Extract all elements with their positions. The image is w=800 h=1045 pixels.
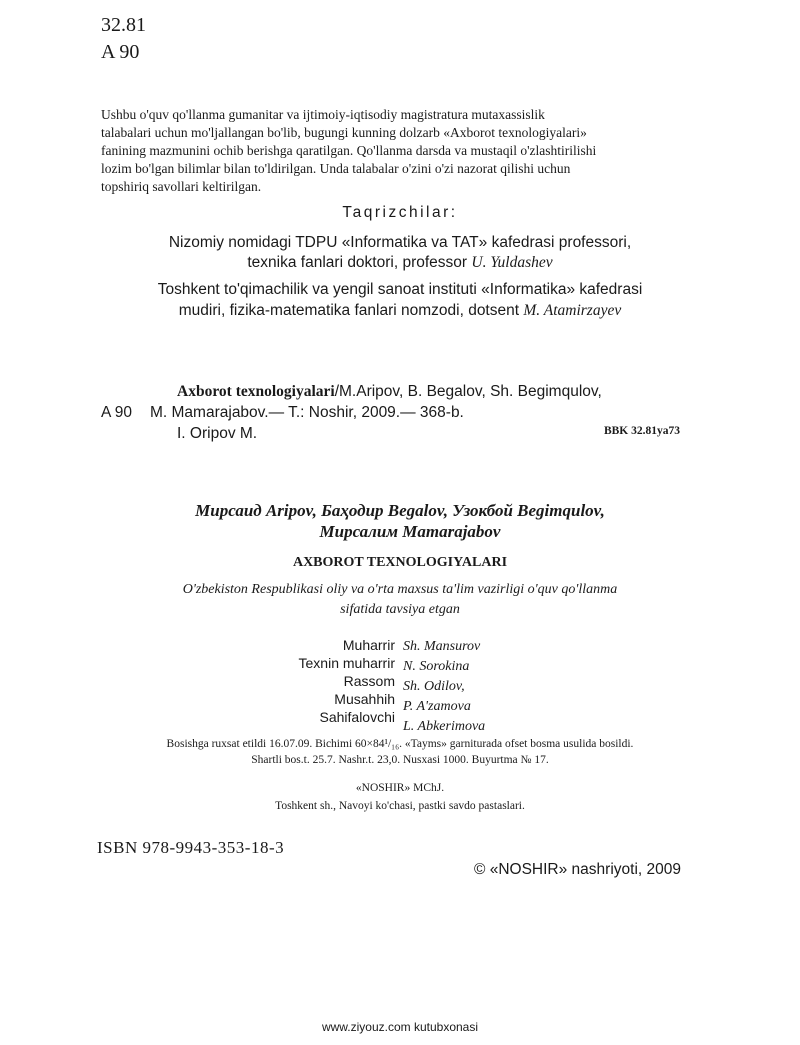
approval-line-1: O'zbekiston Respublikasi oliy va o'rta maxsus ta'lim vazirligi o'quv qo'llanma (182, 582, 618, 597)
catalog-bbk: BBK 32.81ya73 (603, 425, 680, 437)
reviewer-1-name: U. Yuldashev (471, 254, 553, 271)
staff-name: N. Sorokina (403, 659, 470, 674)
staff-role: Sahifalovchi (319, 709, 395, 725)
reviewer-2-line-2 (0, 300, 800, 321)
copyright: © «NOSHIR» nashriyoti, 2009 (474, 861, 681, 878)
staff-name: Sh. Mansurov (403, 639, 481, 654)
staff-role: Muharrir (342, 637, 395, 653)
reviewer-1-line-1: Nizomiy nomidagi TDPU «Informatika va TAT» kafedrasi professori, (168, 234, 632, 251)
reviewer-2-name: M. Atamirzayev (523, 302, 622, 319)
reviewer-2-line-1: Toshkent to'qimachilik va yengil sanoat instituti «Informatika» kafedrasi (157, 281, 643, 298)
author-mark: A 90 (101, 41, 140, 63)
staff-name: Sh. Odilov, (403, 679, 465, 694)
imprint-address: Toshkent sh., Navoyi ko'chasi, pastki savdo pastaslari. (275, 800, 525, 812)
reviewer-1-line-2 (0, 252, 800, 273)
catalog-mark: A 90 (101, 404, 133, 421)
annotation-paragraph (101, 106, 686, 196)
staff-roles (0, 636, 395, 726)
book-title: AXBOROT TEXNOLOGIYALARI (292, 555, 508, 570)
catalog-line-2: M. Mamarajabov.— T.: Noshir, 2009.— 368-b. (150, 404, 464, 421)
imprint-publisher: «NOSHIR» MChJ. (355, 782, 445, 794)
authors-line-1: Мирсаид Aripov, Баҳодир Begalov, Узокбой Begimqulov, (195, 501, 605, 520)
footer-watermark: www.ziyouz.com kutubxonasi (321, 1020, 479, 1034)
imprint-line-2: Shartli bos.t. 25.7. Nashr.t. 23,0. Nusxasi 1000. Buyurtma № 17. (251, 754, 549, 766)
annotation-line: topshiriq savollari keltirilgan. (101, 179, 262, 194)
annotation-line: fanining mazmunini ochib berishga qaratilgan. Qo'llanma darsda va mustaqil o'zlashtirilishi (101, 143, 597, 158)
reviewers-heading: Taqrizchilar: (342, 204, 458, 221)
staff-name: L. Abkerimova (403, 719, 486, 734)
bbk-code: 32.81 (101, 14, 146, 36)
imprint-line-1: Bosishga ruxsat etildi 16.07.09. Bichimi 60×84¹/₁₆. «Tayms» garniturada ofset bosma usulida bosildi. (166, 738, 634, 750)
authors-line-2: Мирсалим Mamarajabov (319, 522, 501, 541)
staff-role: Texnin muharrir (298, 655, 395, 671)
reviewer-2-credentials: mudiri, fizika-matematika fanlari nomzodi, dotsent (178, 302, 520, 319)
annotation-line: talabalari uchun mo'ljallangan bo'lib, bugungi kunning dolzarb «Axborot texnologiyalari» (101, 125, 587, 140)
isbn: ISBN 978-9943-353-18-3 (97, 838, 285, 857)
catalog-authors: /M.Aripov, B. Begalov, Sh. Begimqulov, (334, 383, 602, 400)
approval-line-2: sifatida tavsiya etgan (340, 602, 460, 617)
catalog-title: Axborot texnologiyalari (177, 383, 335, 400)
catalog-line-3: I. Oripov M. (177, 425, 258, 442)
staff-name: P. A'zamova (403, 699, 471, 714)
annotation-line: Ushbu o'quv qo'llanma gumanitar va ijtimoiy-iqtisodiy magistratura mutaxassislik (101, 107, 545, 122)
staff-names (403, 636, 485, 736)
annotation-line: lozim bo'lgan bilimlar bilan to'ldirilgan. Unda talabalar o'zini o'zi nazorat qilishi uchun (101, 161, 571, 176)
staff-role: Musahhih (334, 691, 395, 707)
catalog-line-1 (177, 381, 602, 402)
staff-role: Rassom (343, 673, 395, 689)
reviewer-1-credentials: texnika fanlari doktori, professor (247, 254, 468, 271)
